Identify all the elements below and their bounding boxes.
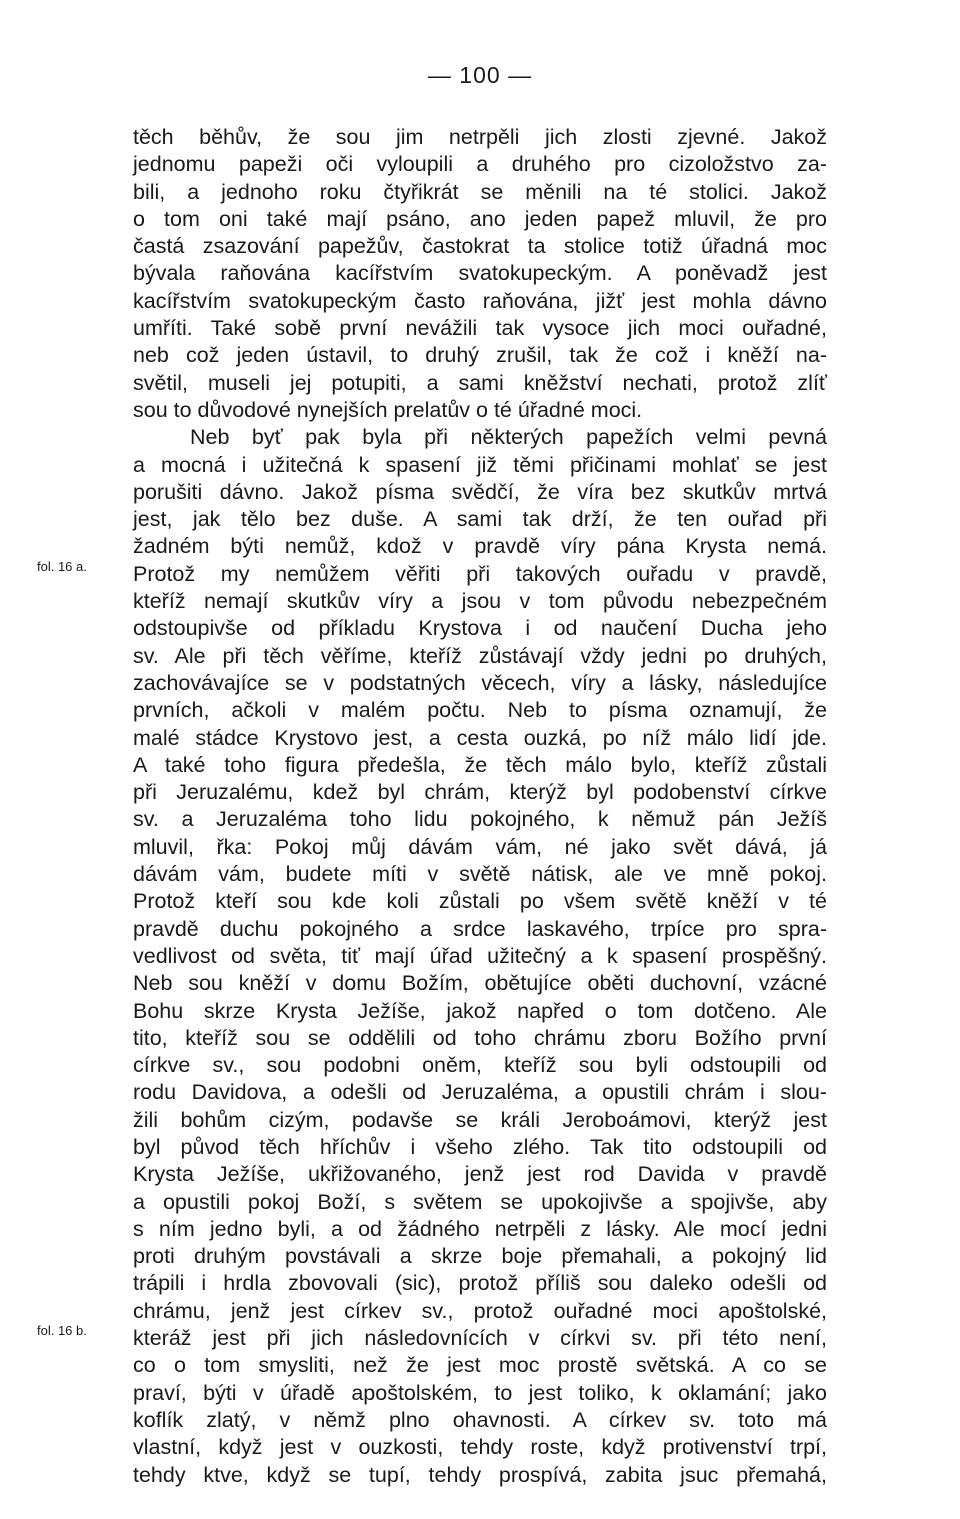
text-line: kteráž jest při jich následovnících v církvi sv. při této není, [133,1326,827,1351]
margin-note-folio-16b: fol. 16 b. [37,1323,87,1338]
text-line: mluvil, řka: Pokoj můj dávám vám, né jako svět dává, já [133,834,827,859]
text-line: žili bohům cizým, podavše se králi Jeroboámovi, kterýž jest [133,1107,827,1132]
text-line: malé stádce Krystovo jest, a cesta ouzká, po níž málo lidí jde. [133,725,827,750]
text-line: kacířstvím svatokupeckým často raňována, jižť jest mohla dávno [133,288,827,313]
text-line: jednomu papeži oči vyloupili a druhého pro cizoložstvo za- [133,152,827,177]
page-number: — 100 — [427,62,533,88]
text-line: církve sv., sou podobni oněm, kteříž sou byli odstoupili od [133,1053,827,1078]
text-line: kteříž nemají skutkův víry a jsou v tom původu nebezpečném [133,589,827,614]
text-line: byl původ těch hříchův i všeho zlého. Tak tito odstoupili od [133,1134,827,1159]
text-line: odstoupivše od příkladu Krystova i od naučení Ducha jeho [133,616,827,641]
text-line: žadném býti nemůž, kdož v pravdě víry pána Krysta nemá. [133,534,827,559]
text-line: co o tom smysliti, než že jest moc prostě světská. A co se [133,1353,827,1378]
text-line: těch běhův, že sou jim netrpěli jich zlosti zjevné. Jakož [133,125,827,149]
text-line: praví, býti v úřadě apoštolském, to jest toliko, k oklamání; jako [133,1380,827,1405]
text-line: Protož my nemůžem věřiti při takových ouřadu v pravdě, [133,561,827,586]
text-line: Krysta Ježíše, ukřižovaného, jenž jest rod Davida v pravdě [133,1162,827,1187]
text-line: rodu Davidova, a odešli od Jeruzaléma, a opustili chrám i slou- [133,1080,827,1105]
text-line: A také toho figura předešla, že těch málo bylo, kteříž zůstali [133,752,827,777]
text-line: pravdě duchu pokojného a srdce laskavého, trpíce pro spra- [133,916,827,941]
text-line: tehdy ktve, když se tupí, tehdy prospívá, zabita jsuc přemahá, [133,1462,827,1487]
text-line: tito, kteříž sou se oddělili od toho chrámu zboru Božího první [133,1025,827,1050]
text-line: jest, jak tělo bez duše. A sami tak drží, že ten ouřad při [133,507,827,532]
text-line: chrámu, jenž jest církev sv., protož ouřadné moci apoštolské, [133,1298,827,1323]
text-line: častá zsazování papežův, častokrat ta stolice totiž úřadná moc [133,234,827,259]
text-line: o tom oni také mají psáno, ano jeden papež mluvil, že pro [133,206,827,231]
text-line: vedlivost od světa, tiť mají úřad užitečný a k spasení prospěšný. [133,943,827,968]
text-line: dávám vám, budete míti v světě nátisk, ale ve mně pokoj. [133,862,827,887]
margin-note-folio-16a: fol. 16 a. [37,559,87,574]
text-line: Protož kteří sou kde koli zůstali po všem světě kněží v té [133,889,827,914]
text-line: neb což jeden ústavil, to druhý zrušil, tak že což i kněží na- [133,343,827,368]
text-line: koflík zlatý, v němž plno ohavnosti. A církev sv. toto má [133,1407,827,1432]
text-line: proti druhým povstávali a skrze boje přemahali, a pokojný lid [133,1244,827,1269]
body-text [133,124,827,1489]
text-line: sou to důvodové nynejších prelatův o té úřadné moci. [133,397,643,422]
text-line: bývala raňována kacířstvím svatokupeckým. A poněvadž jest [133,261,827,286]
text-line: bili, a jednoho roku čtyřikrát se měnili na té stolici. Jakož [133,179,827,204]
text-line: porušiti dávno. Jakož písma svědčí, že víra bez skutkův mrtvá [133,479,827,504]
text-line: trápili i hrdla zbovovali (sic), protož příliš sou daleko odešli od [133,1271,827,1296]
text-line: vlastní, když jest v ouzkosti, tehdy roste, když protivenství trpí, [133,1435,827,1460]
text-line: Neb byť pak byla při některých papežích velmi pevná [190,425,827,450]
text-line: a opustili pokoj Boží, s světem se upokojivše a spojivše, aby [133,1189,827,1214]
text-line: sv. a Jeruzaléma toho lidu pokojného, k němuž pán Ježíš [133,807,827,832]
text-line: sv. Ale při těch věříme, kteříž zůstávají vždy jedni po druhých, [133,643,827,668]
text-line: a mocná i užitečná k spasení již těmi přičinami mohlať se jest [133,452,827,477]
text-line: Bohu skrze Krysta Ježíše, jakož napřed o tom dotčeno. Ale [133,998,827,1023]
text-line: světil, museli jej potupiti, a sami kněžství nechati, protož zlíť [133,370,827,395]
text-line: s ním jedno byli, a od žádného netrpěli z lásky. Ale mocí jedni [133,1216,827,1241]
text-line: prvních, ačkoli v malém počtu. Neb to písma oznamují, že [133,698,827,723]
text-line: při Jeruzalému, kdež byl chrám, kterýž byl podobenství církve [133,780,827,805]
text-line: umříti. Také sobě první nevážili tak vysoce jich moci ouřadné, [133,316,827,341]
text-line: Neb sou kněží v domu Božím, obětujíce oběti duchovní, vzácné [133,971,827,996]
text-line: zachovávajíce se v podstatných věcech, víry a lásky, následujíce [133,670,827,695]
